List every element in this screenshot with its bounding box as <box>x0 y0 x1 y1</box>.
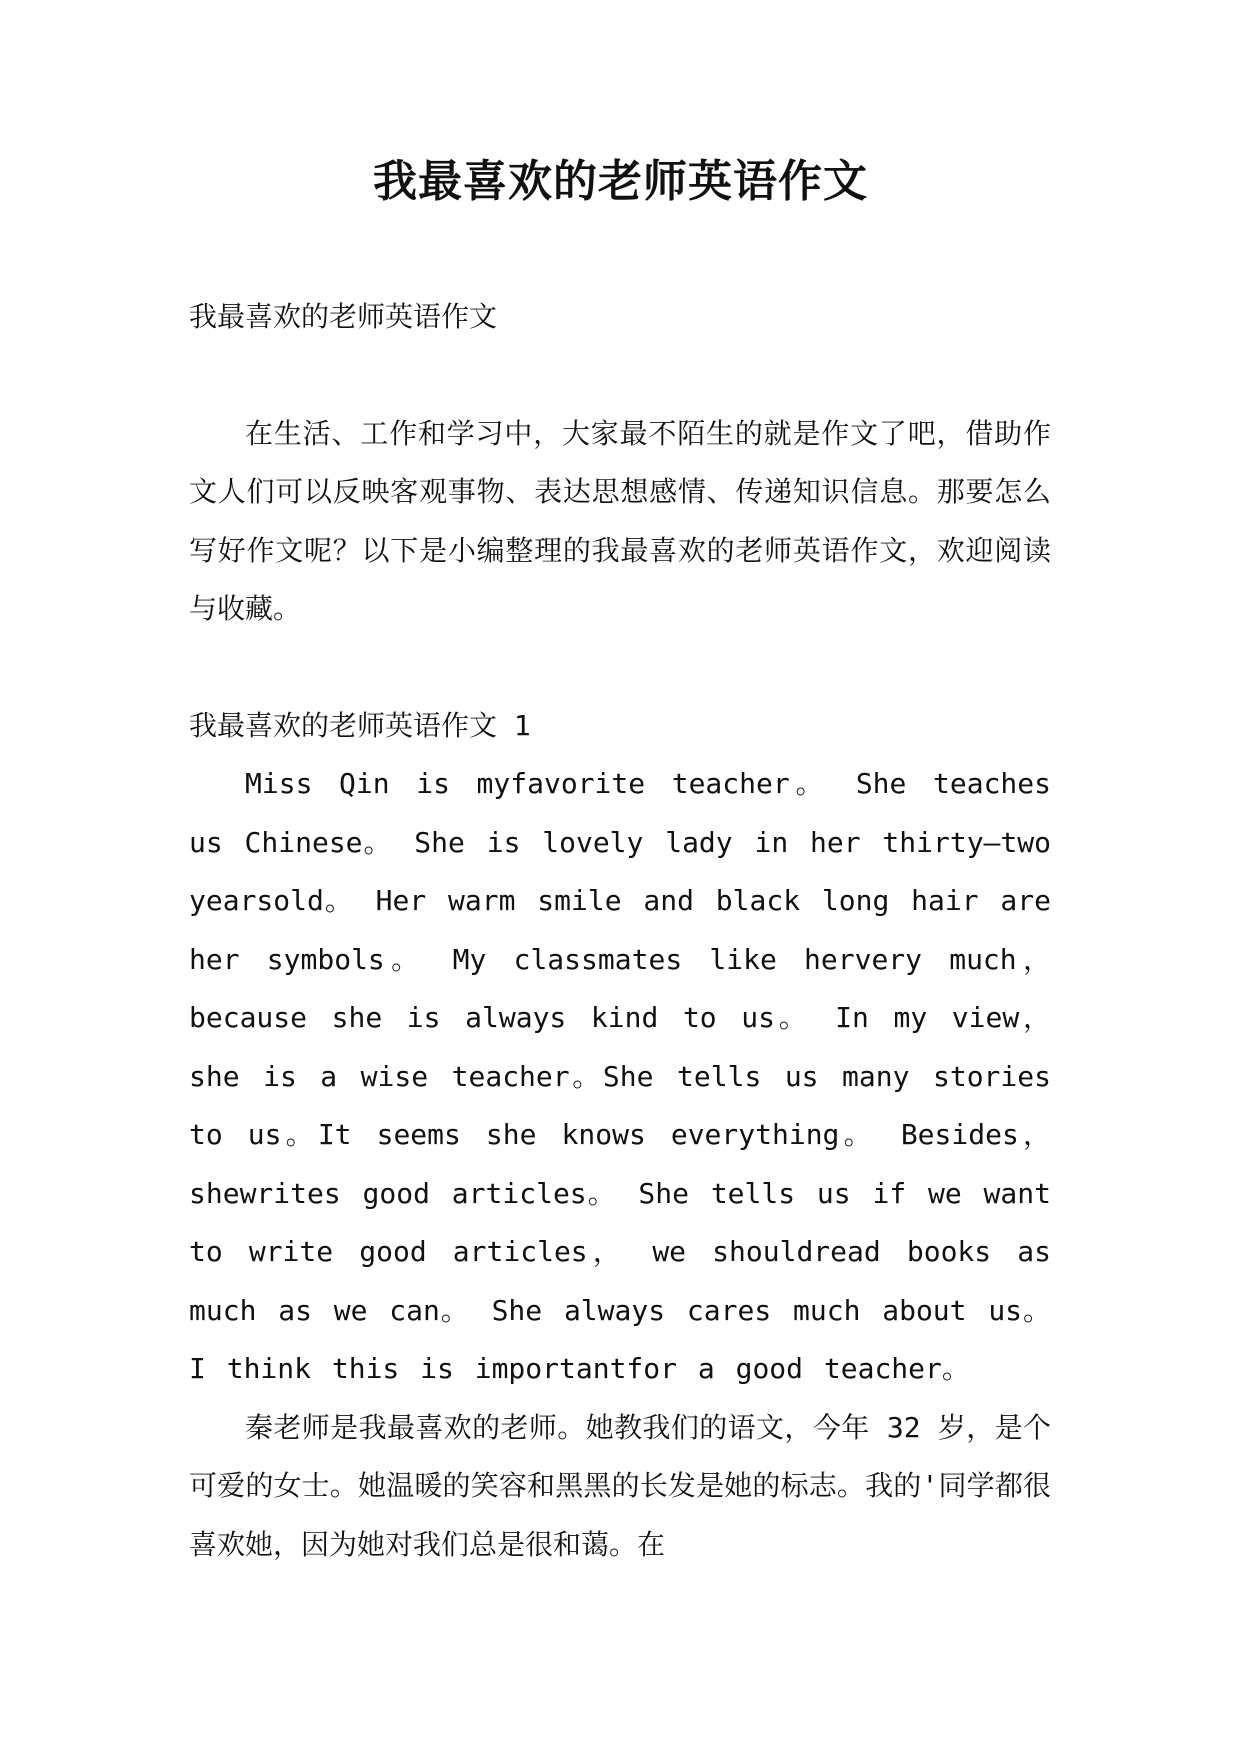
paragraph-spacer <box>189 639 1051 697</box>
chinese-translation-paragraph: 秦老师是我最喜欢的老师。她教我们的语文，今年 32 岁，是个可爱的女士。她温暖的笑容和黑黑的长发是她的标志。我的'同学都很喜欢她，因为她对我们总是很和蔼。在 <box>189 1410 1051 1561</box>
document-body <box>189 288 1051 1574</box>
paragraph-spacer <box>189 347 1051 405</box>
english-essay-paragraph: Miss Qin is myfavorite teacher。 She teaches us Chinese。 She is lovely lady in her thirty—two yearsold。 Her warm smile and black long hair are her symbols。 My classmates like hervery much， because she is always kind to us。 In my view， she is a wise teacher。She tells us many stories to us。It seems she knows everything。 Besides， shewrites good articles。 She tells us if we want to write good articles， we shouldread books as much as we can。 She always cares much about us。 I think this is importantfor a good teacher。 <box>189 767 1051 1385</box>
document-subtitle: 我最喜欢的老师英语作文 <box>189 300 498 333</box>
intro-paragraph: 在生活、工作和学习中，大家最不陌生的就是作文了吧，借助作文人们可以反映客观事物、表达思想感情、传递知识信息。那要怎么写好作文呢？以下是小编整理的我最喜欢的老师英语作文，欢迎阅读与收藏。 <box>189 416 1051 625</box>
document-title: 我最喜欢的老师英语作文 <box>373 156 868 207</box>
section-heading: 我最喜欢的老师英语作文 1 <box>189 708 531 742</box>
